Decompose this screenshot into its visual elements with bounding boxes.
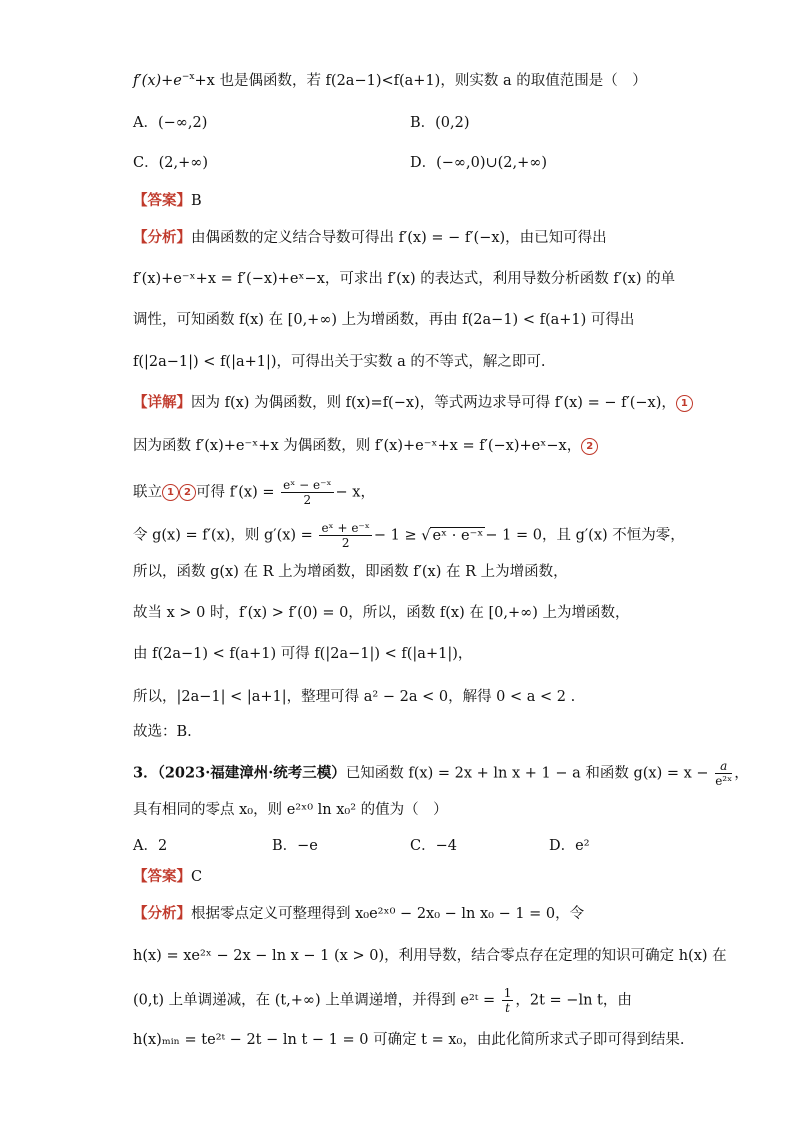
fraction-denominator: 2 bbox=[341, 536, 350, 550]
answer-value: C bbox=[191, 869, 203, 885]
detail-text-8: 所以，|2a−1| < |a+1|，整理可得 a² − 2a < 0，解得 0 < a < 2 . bbox=[133, 689, 576, 705]
analysis-line-1 bbox=[133, 228, 607, 248]
detail-text-1: 因为 f(x) 为偶函数，则 f(x)=f(−x)，等式两边求导可得 f′(x) = − f′(−x)， bbox=[191, 395, 676, 411]
square-root: √ eˣ · e⁻ˣ bbox=[421, 527, 484, 544]
problem-number: 3． bbox=[133, 764, 158, 782]
problem3-stem-text-2: 具有相同的零点 x₀，则 e²ˣ⁰ ln x₀² 的值为（ ） bbox=[133, 802, 448, 818]
answer-line bbox=[133, 191, 202, 211]
option-d bbox=[410, 153, 547, 173]
fraction-denominator: t bbox=[505, 1001, 510, 1015]
p3-option-b-label: B．−e bbox=[272, 838, 318, 854]
p3-option-a-label: A．2 bbox=[133, 838, 168, 854]
detail-line-8 bbox=[133, 687, 575, 707]
detail-text-4-pre: 令 g(x) = f′(x)，则 g′(x) = bbox=[133, 527, 313, 544]
detail-text-4-mid: − 1 ≥ bbox=[373, 527, 417, 544]
circle-two-marker: 2 bbox=[581, 438, 598, 455]
p3-analysis-line-4 bbox=[133, 1030, 684, 1050]
problem-source: （2023·福建漳州·统考三模） bbox=[157, 764, 346, 782]
detail-line-2 bbox=[133, 436, 598, 456]
detail-line-9 bbox=[133, 722, 192, 742]
detail-text-2: 因为函数 f′(x)+e⁻ˣ+x 为偶函数，则 f′(x)+e⁻ˣ+x = f′(−x)+eˣ−x， bbox=[133, 438, 582, 454]
detail-line-5 bbox=[133, 562, 568, 582]
problem3-stem-1 bbox=[133, 759, 749, 788]
stem-text-1: f′(x)+e bbox=[133, 73, 182, 89]
analysis-text-4: f(|2a−1|) < f(|a+1|)，可得出关于实数 a 的不等式，解之即可. bbox=[133, 354, 546, 370]
p3-analysis-text-4: h(x)ₘᵢₙ = te²ᵗ − 2t − ln t − 1 = 0 可确定 t = x₀，由此化简所求式子即可得到结果. bbox=[133, 1032, 685, 1048]
stem-sup: −x bbox=[181, 72, 195, 83]
analysis-text-3: 调性，可知函数 f(x) 在 [0,+∞) 上为增函数，再由 f(2a−1) < f(a+1) 可得出 bbox=[133, 312, 635, 328]
detail-line-4 bbox=[133, 521, 685, 550]
option-a-label: A．(−∞,2) bbox=[133, 115, 208, 131]
analysis-line-2 bbox=[133, 269, 675, 289]
option-c bbox=[133, 153, 208, 173]
p3-analysis-text-3-pre: (0,t) 上单调递减，在 (t,+∞) 上单调递增，并得到 e²ᵗ = bbox=[133, 992, 496, 1009]
fraction-numerator: eˣ + e⁻ˣ bbox=[321, 521, 370, 535]
problem3-stem-2 bbox=[133, 800, 448, 820]
p3-analysis-line-3 bbox=[133, 986, 632, 1015]
detail-text-5: 所以，函数 g(x) 在 R 上为增函数，即函数 f′(x) 在 R 上为增函数， bbox=[133, 564, 568, 580]
option-b-label: B．(0,2) bbox=[410, 115, 470, 131]
analysis-tag: 【分析】 bbox=[133, 905, 191, 922]
detail-line-6 bbox=[133, 603, 629, 623]
p3-analysis-line-2 bbox=[133, 946, 727, 966]
analysis-text-2: f′(x)+e⁻ˣ+x = f′(−x)+eˣ−x，可求出 f′(x) 的表达式，利用导数分析函数 f′(x) 的单 bbox=[133, 271, 676, 287]
fraction-numerator: eˣ − e⁻ˣ bbox=[283, 478, 332, 492]
analysis-line-3 bbox=[133, 310, 634, 330]
answer-value: B bbox=[191, 193, 202, 209]
problem3-stem-text-pre: 已知函数 f(x) = 2x + ln x + 1 − a 和函数 g(x) = x − bbox=[345, 765, 709, 782]
fraction bbox=[502, 986, 514, 1015]
fraction-denominator: e²ˣ bbox=[715, 774, 733, 788]
p3-option-d bbox=[549, 836, 590, 856]
option-d-label: D．(−∞,0)∪(2,+∞) bbox=[410, 155, 548, 171]
option-a bbox=[133, 113, 207, 133]
p3-analysis-text-2: h(x) = xe²ˣ − 2x − ln x − 1 (x > 0)，利用导数，结合零点存在定理的知识可确定 h(x) 在 bbox=[133, 948, 727, 964]
analysis-text-1: 由偶函数的定义结合导数可得出 f′(x) = − f′(−x)，由已知可得出 bbox=[191, 230, 607, 246]
p3-answer-line bbox=[133, 867, 202, 887]
detail-text-3-mid: 可得 f′(x) = bbox=[196, 484, 275, 501]
fraction-numerator: a bbox=[715, 759, 732, 774]
p3-option-b bbox=[272, 836, 318, 856]
fraction-numerator: 1 bbox=[503, 986, 512, 1000]
p3-option-c-label: C．−4 bbox=[410, 838, 457, 854]
option-c-label: C．(2,+∞) bbox=[133, 155, 208, 171]
p3-option-d-label: D．e² bbox=[549, 838, 590, 854]
stem-text-2: +x 也是偶函数，若 f(2a−1)<f(a+1)，则实数 a 的取值范围是（ ） bbox=[194, 73, 647, 89]
fraction bbox=[319, 521, 371, 550]
problem2-stem bbox=[133, 71, 647, 91]
analysis-tag: 【分析】 bbox=[133, 229, 191, 246]
option-b bbox=[410, 113, 470, 133]
detail-line-3 bbox=[133, 478, 375, 507]
detail-line-1 bbox=[133, 393, 693, 413]
circle-two-marker: 2 bbox=[179, 484, 196, 501]
detail-line-7 bbox=[133, 644, 472, 664]
radicand: eˣ · e⁻ˣ bbox=[432, 527, 484, 544]
circle-one-marker: 1 bbox=[676, 395, 693, 412]
detail-text-7: 由 f(2a−1) < f(a+1) 可得 f(|2a−1|) < f(|a+1|)， bbox=[133, 646, 473, 662]
p3-analysis-text-1: 根据零点定义可整理得到 x₀e²ˣ⁰ − 2x₀ − ln x₀ − 1 = 0，令 bbox=[191, 906, 585, 922]
fraction bbox=[715, 759, 732, 788]
detail-text-4-post: − 1 = 0，且 g′(x) 不恒为零， bbox=[485, 527, 685, 544]
detail-text-6: 故当 x > 0 时，f′(x) > f′(0) = 0，所以，函数 f(x) 在 [0,+∞) 上为增函数， bbox=[133, 605, 630, 621]
problem3-stem-text-post: ， bbox=[734, 765, 749, 782]
fraction bbox=[281, 478, 333, 507]
p3-option-a bbox=[133, 836, 167, 856]
fraction-denominator: 2 bbox=[303, 493, 312, 507]
circle-one-marker: 1 bbox=[162, 484, 179, 501]
p3-analysis-line-1 bbox=[133, 904, 584, 924]
p3-analysis-text-3-post: ，2t = −ln t，由 bbox=[515, 992, 632, 1009]
detail-tag: 【详解】 bbox=[133, 394, 191, 411]
answer-tag: 【答案】 bbox=[133, 192, 191, 209]
detail-text-3-post: − x， bbox=[335, 484, 375, 501]
p3-option-c bbox=[410, 836, 457, 856]
detail-text-9: 故选：B. bbox=[133, 724, 192, 740]
answer-tag: 【答案】 bbox=[133, 868, 191, 885]
analysis-line-4 bbox=[133, 352, 546, 372]
detail-text-3-pre: 联立 bbox=[133, 484, 162, 501]
